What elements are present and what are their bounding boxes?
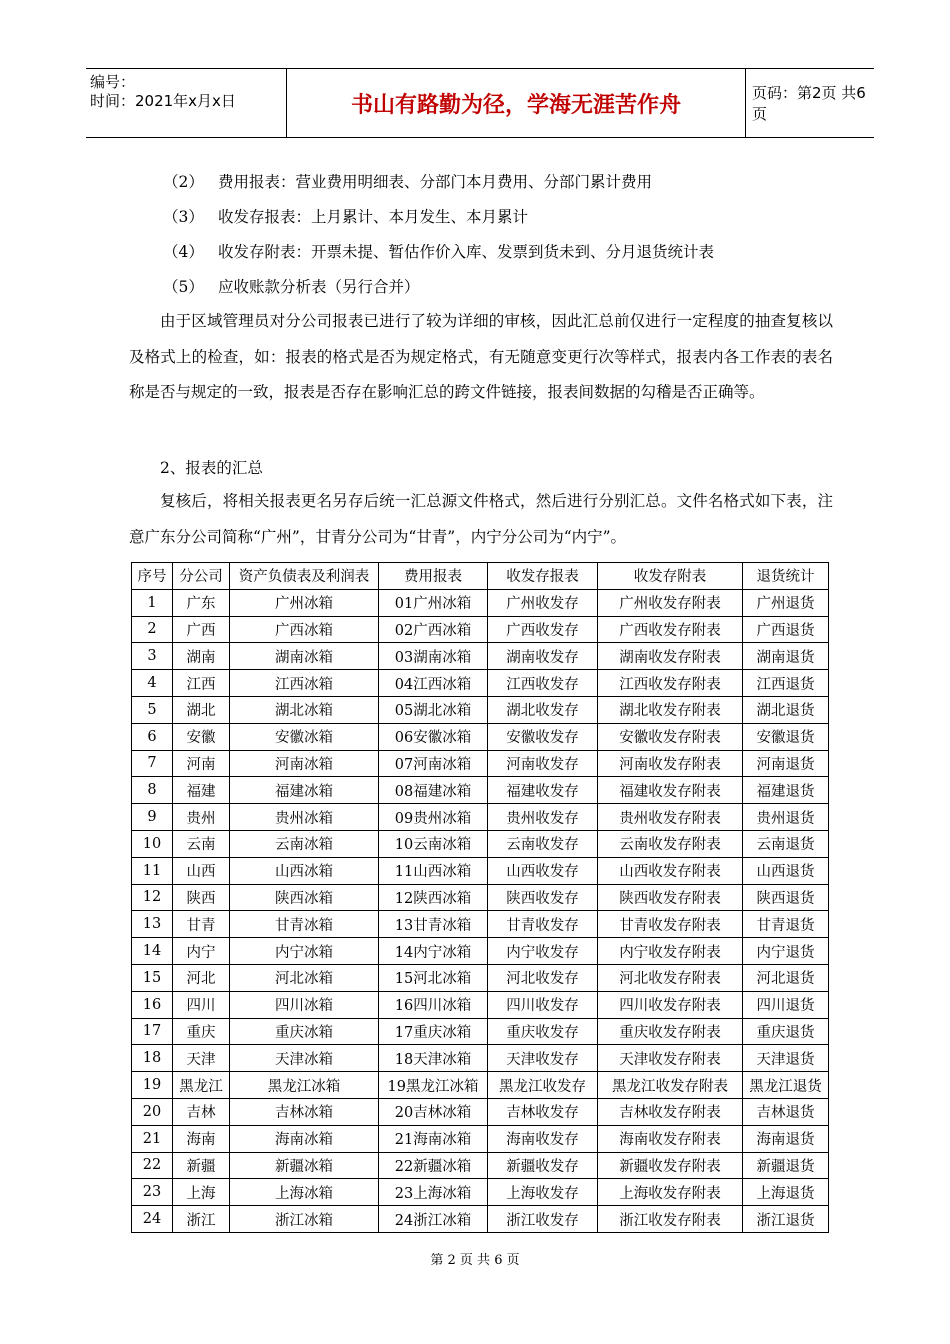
table-cell: 河北	[173, 964, 230, 991]
table-cell: 07河南冰箱	[379, 750, 488, 777]
table-cell: 安徽收发存附表	[598, 723, 743, 750]
table-cell: 安徽退货	[743, 723, 829, 750]
table-cell: 浙江	[173, 1206, 230, 1233]
table-cell: 河南收发存附表	[598, 750, 743, 777]
table-row	[132, 643, 829, 670]
table-cell: 江西收发存附表	[598, 670, 743, 697]
table-row	[132, 938, 829, 965]
table-cell: 上海	[173, 1179, 230, 1206]
table-cell: 湖北收发存	[488, 696, 598, 723]
table-row	[132, 1098, 829, 1125]
table-cell: 天津	[173, 1045, 230, 1072]
page-header	[86, 68, 874, 138]
table-cell: 河南收发存	[488, 750, 598, 777]
list-item-number: （3）	[163, 208, 204, 226]
table-cell: 23	[132, 1179, 173, 1206]
table-cell: 贵州退货	[743, 804, 829, 831]
list-item-number: （2）	[163, 173, 204, 191]
table-cell: 海南收发存	[488, 1125, 598, 1152]
table-cell: 15	[132, 964, 173, 991]
table-row	[132, 964, 829, 991]
table-row	[132, 1152, 829, 1179]
col-header-inventory-appendix: 收发存附表	[598, 563, 743, 590]
table-cell: 陕西冰箱	[230, 884, 379, 911]
table-cell: 新疆冰箱	[230, 1152, 379, 1179]
table-cell: 内宁	[173, 938, 230, 965]
table-cell: 海南退货	[743, 1125, 829, 1152]
table-row	[132, 830, 829, 857]
table-cell: 1	[132, 589, 173, 616]
table-cell: 湖北	[173, 696, 230, 723]
table-cell: 湖北冰箱	[230, 696, 379, 723]
table-cell: 04江西冰箱	[379, 670, 488, 697]
header-page-label: 页码：第2页 共6页	[752, 84, 866, 123]
table-cell: 云南退货	[743, 830, 829, 857]
table-cell: 13甘青冰箱	[379, 911, 488, 938]
table-cell: 山西收发存	[488, 857, 598, 884]
list-item	[163, 170, 652, 192]
table-cell: 广州退货	[743, 589, 829, 616]
col-header-expense: 费用报表	[379, 563, 488, 590]
table-cell: 05湖北冰箱	[379, 696, 488, 723]
table-cell: 18天津冰箱	[379, 1045, 488, 1072]
table-cell: 内宁退货	[743, 938, 829, 965]
table-cell: 河北收发存附表	[598, 964, 743, 991]
table-row	[132, 911, 829, 938]
table-row	[132, 696, 829, 723]
table-cell: 21	[132, 1125, 173, 1152]
table-cell: 内宁收发存附表	[598, 938, 743, 965]
table-cell: 内宁冰箱	[230, 938, 379, 965]
table-cell: 山西退货	[743, 857, 829, 884]
table-cell: 黑龙江收发存	[488, 1072, 598, 1099]
col-header-branch: 分公司	[173, 563, 230, 590]
summary-paragraph: 复核后，将相关报表更名另存后统一汇总源文件格式，然后进行分别汇总。文件名格式如下表，注意广东分公司简称“广州”，甘青分公司为“甘青”，内宁分公司为“内宁”。	[129, 492, 833, 546]
table-row	[132, 670, 829, 697]
header-meta	[90, 73, 286, 111]
table-cell: 24浙江冰箱	[379, 1206, 488, 1233]
table-cell: 广西收发存附表	[598, 616, 743, 643]
table-cell: 云南	[173, 830, 230, 857]
table-cell: 新疆收发存附表	[598, 1152, 743, 1179]
table-cell: 20	[132, 1098, 173, 1125]
table-cell: 11	[132, 857, 173, 884]
table-cell: 陕西	[173, 884, 230, 911]
list-item	[163, 275, 420, 297]
table-cell: 福建	[173, 777, 230, 804]
table-cell: 3	[132, 643, 173, 670]
table-cell: 06安徽冰箱	[379, 723, 488, 750]
table-cell: 17	[132, 1018, 173, 1045]
list-item	[163, 240, 714, 262]
table-row	[132, 804, 829, 831]
table-cell: 新疆退货	[743, 1152, 829, 1179]
table-cell: 海南冰箱	[230, 1125, 379, 1152]
table-cell: 新疆	[173, 1152, 230, 1179]
table-cell: 黑龙江冰箱	[230, 1072, 379, 1099]
table-row	[132, 750, 829, 777]
col-header-index: 序号	[132, 563, 173, 590]
table-cell: 四川收发存	[488, 991, 598, 1018]
table-cell: 吉林收发存	[488, 1098, 598, 1125]
table-cell: 10云南冰箱	[379, 830, 488, 857]
table-cell: 12陕西冰箱	[379, 884, 488, 911]
table-cell: 13	[132, 911, 173, 938]
table-cell: 湖南冰箱	[230, 643, 379, 670]
table-cell: 10	[132, 830, 173, 857]
table-cell: 江西收发存	[488, 670, 598, 697]
table-cell: 16	[132, 991, 173, 1018]
table-cell: 广西	[173, 616, 230, 643]
table-cell: 安徽冰箱	[230, 723, 379, 750]
table-row	[132, 1045, 829, 1072]
table-cell: 贵州冰箱	[230, 804, 379, 831]
table-cell: 黑龙江收发存附表	[598, 1072, 743, 1099]
table-cell: 湖北退货	[743, 696, 829, 723]
table-cell: 2	[132, 616, 173, 643]
table-cell: 广州冰箱	[230, 589, 379, 616]
table-cell: 上海收发存附表	[598, 1179, 743, 1206]
table-cell: 浙江收发存附表	[598, 1206, 743, 1233]
table-cell: 河南	[173, 750, 230, 777]
table-cell: 安徽	[173, 723, 230, 750]
table-cell: 重庆冰箱	[230, 1018, 379, 1045]
table-cell: 重庆收发存附表	[598, 1018, 743, 1045]
table-row	[132, 991, 829, 1018]
table-cell: 18	[132, 1045, 173, 1072]
review-paragraph: 由于区域管理员对分公司报表已进行了较为详细的审核，因此汇总前仅进行一定程度的抽查复核以及格式上的检查，如：报表的格式是否为规定格式，有无随意变更行次等样式，报表内各工作表的表名称是否与规定的一致，报表是否存在影响汇总的跨文件链接，报表间数据的勾稽是否正确等。	[129, 312, 833, 401]
table-cell: 9	[132, 804, 173, 831]
table-cell: 23上海冰箱	[379, 1179, 488, 1206]
table-row	[132, 1018, 829, 1045]
table-cell: 江西退货	[743, 670, 829, 697]
table-cell: 甘青冰箱	[230, 911, 379, 938]
table-row	[132, 723, 829, 750]
table-cell: 河北退货	[743, 964, 829, 991]
table-cell: 广西退货	[743, 616, 829, 643]
list-item-number: （4）	[163, 243, 204, 261]
table-cell: 吉林退货	[743, 1098, 829, 1125]
table-cell: 20吉林冰箱	[379, 1098, 488, 1125]
table-row	[132, 589, 829, 616]
table-cell: 贵州收发存	[488, 804, 598, 831]
list-item-text: 费用报表：营业费用明细表、分部门本月费用、分部门累计费用	[218, 173, 653, 191]
table-cell: 黑龙江	[173, 1072, 230, 1099]
table-cell: 上海冰箱	[230, 1179, 379, 1206]
table-cell: 6	[132, 723, 173, 750]
table-cell: 湖南	[173, 643, 230, 670]
table-cell: 河北冰箱	[230, 964, 379, 991]
table-cell: 浙江冰箱	[230, 1206, 379, 1233]
table-cell: 上海退货	[743, 1179, 829, 1206]
table-cell: 湖南收发存附表	[598, 643, 743, 670]
table-cell: 天津收发存	[488, 1045, 598, 1072]
table-cell: 22新疆冰箱	[379, 1152, 488, 1179]
table-cell: 重庆收发存	[488, 1018, 598, 1045]
table-cell: 5	[132, 696, 173, 723]
table-cell: 山西	[173, 857, 230, 884]
table-cell: 14内宁冰箱	[379, 938, 488, 965]
file-name-table	[131, 562, 829, 1233]
table-cell: 4	[132, 670, 173, 697]
table-cell: 四川收发存附表	[598, 991, 743, 1018]
table-cell: 吉林冰箱	[230, 1098, 379, 1125]
table-cell: 上海收发存	[488, 1179, 598, 1206]
table-cell: 天津冰箱	[230, 1045, 379, 1072]
table-cell: 河北收发存	[488, 964, 598, 991]
table-cell: 01广州冰箱	[379, 589, 488, 616]
header-motto: 书山有路勤为径，学海无涯苦作舟	[286, 69, 746, 137]
table-cell: 12	[132, 884, 173, 911]
table-cell: 吉林收发存附表	[598, 1098, 743, 1125]
table-cell: 河南退货	[743, 750, 829, 777]
table-cell: 云南冰箱	[230, 830, 379, 857]
table-row	[132, 1179, 829, 1206]
table-cell: 福建冰箱	[230, 777, 379, 804]
table-cell: 甘青收发存附表	[598, 911, 743, 938]
table-cell: 重庆	[173, 1018, 230, 1045]
table-row	[132, 884, 829, 911]
table-cell: 17重庆冰箱	[379, 1018, 488, 1045]
table-cell: 16四川冰箱	[379, 991, 488, 1018]
table-cell: 江西	[173, 670, 230, 697]
table-cell: 广西收发存	[488, 616, 598, 643]
table-cell: 安徽收发存	[488, 723, 598, 750]
list-item-number: （5）	[163, 278, 204, 296]
table-cell: 24	[132, 1206, 173, 1233]
table-row	[132, 777, 829, 804]
table-row	[132, 1072, 829, 1099]
table-cell: 广西冰箱	[230, 616, 379, 643]
table-cell: 贵州	[173, 804, 230, 831]
table-cell: 四川	[173, 991, 230, 1018]
table-cell: 山西收发存附表	[598, 857, 743, 884]
table-body	[132, 589, 829, 1232]
table-header-row	[132, 563, 829, 590]
list-item-text: 收发存附表：开票未提、暂估作价入库、发票到货未到、分月退货统计表	[218, 243, 715, 261]
table-cell: 湖南退货	[743, 643, 829, 670]
table-cell: 21海南冰箱	[379, 1125, 488, 1152]
col-header-inventory: 收发存报表	[488, 563, 598, 590]
table-cell: 22	[132, 1152, 173, 1179]
table-cell: 甘青退货	[743, 911, 829, 938]
table-cell: 08福建冰箱	[379, 777, 488, 804]
list-item-text: 收发存报表：上月累计、本月发生、本月累计	[218, 208, 529, 226]
table-cell: 福建收发存附表	[598, 777, 743, 804]
table-cell: 浙江退货	[743, 1206, 829, 1233]
table-cell: 19黑龙江冰箱	[379, 1072, 488, 1099]
table-cell: 14	[132, 938, 173, 965]
table-row	[132, 616, 829, 643]
table-cell: 陕西收发存	[488, 884, 598, 911]
table-cell: 7	[132, 750, 173, 777]
table-cell: 海南收发存附表	[598, 1125, 743, 1152]
table-cell: 黑龙江退货	[743, 1072, 829, 1099]
table-cell: 福建退货	[743, 777, 829, 804]
document-time-label: 时间：2021年x月x日	[90, 92, 236, 110]
table-cell: 内宁收发存	[488, 938, 598, 965]
table-cell: 19	[132, 1072, 173, 1099]
table-cell: 山西冰箱	[230, 857, 379, 884]
table-cell: 广州收发存	[488, 589, 598, 616]
table-cell: 吉林	[173, 1098, 230, 1125]
table-cell: 09贵州冰箱	[379, 804, 488, 831]
table-cell: 甘青收发存	[488, 911, 598, 938]
section-heading: 2、报表的汇总	[160, 459, 263, 477]
table-cell: 海南	[173, 1125, 230, 1152]
table-cell: 河南冰箱	[230, 750, 379, 777]
table-cell: 福建收发存	[488, 777, 598, 804]
table-cell: 湖北收发存附表	[598, 696, 743, 723]
table-cell: 云南收发存	[488, 830, 598, 857]
table-row	[132, 857, 829, 884]
table-cell: 湖南收发存	[488, 643, 598, 670]
table-cell: 云南收发存附表	[598, 830, 743, 857]
table-cell: 贵州收发存附表	[598, 804, 743, 831]
col-header-balance-sheet: 资产负债表及利润表	[230, 563, 379, 590]
table-cell: 浙江收发存	[488, 1206, 598, 1233]
document-number-label: 编号：	[90, 73, 136, 91]
table-cell: 重庆退货	[743, 1018, 829, 1045]
table-cell: 陕西收发存附表	[598, 884, 743, 911]
table-cell: 8	[132, 777, 173, 804]
table-cell: 03湖南冰箱	[379, 643, 488, 670]
table-cell: 广东	[173, 589, 230, 616]
table-cell: 天津退货	[743, 1045, 829, 1072]
table-cell: 02广西冰箱	[379, 616, 488, 643]
table-cell: 江西冰箱	[230, 670, 379, 697]
list-item	[163, 205, 528, 227]
table-cell: 广州收发存附表	[598, 589, 743, 616]
table-cell: 11山西冰箱	[379, 857, 488, 884]
list-item-text: 应收账款分析表（另行合并）	[218, 278, 420, 296]
table-cell: 四川退货	[743, 991, 829, 1018]
table-cell: 天津收发存附表	[598, 1045, 743, 1072]
table-cell: 新疆收发存	[488, 1152, 598, 1179]
table-cell: 陕西退货	[743, 884, 829, 911]
table-row	[132, 1206, 829, 1233]
table-row	[132, 1125, 829, 1152]
table-cell: 15河北冰箱	[379, 964, 488, 991]
table-cell: 甘青	[173, 911, 230, 938]
page-footer: 第 2 页 共 6 页	[430, 1253, 520, 1268]
table-cell: 四川冰箱	[230, 991, 379, 1018]
col-header-returns: 退货统计	[743, 563, 829, 590]
